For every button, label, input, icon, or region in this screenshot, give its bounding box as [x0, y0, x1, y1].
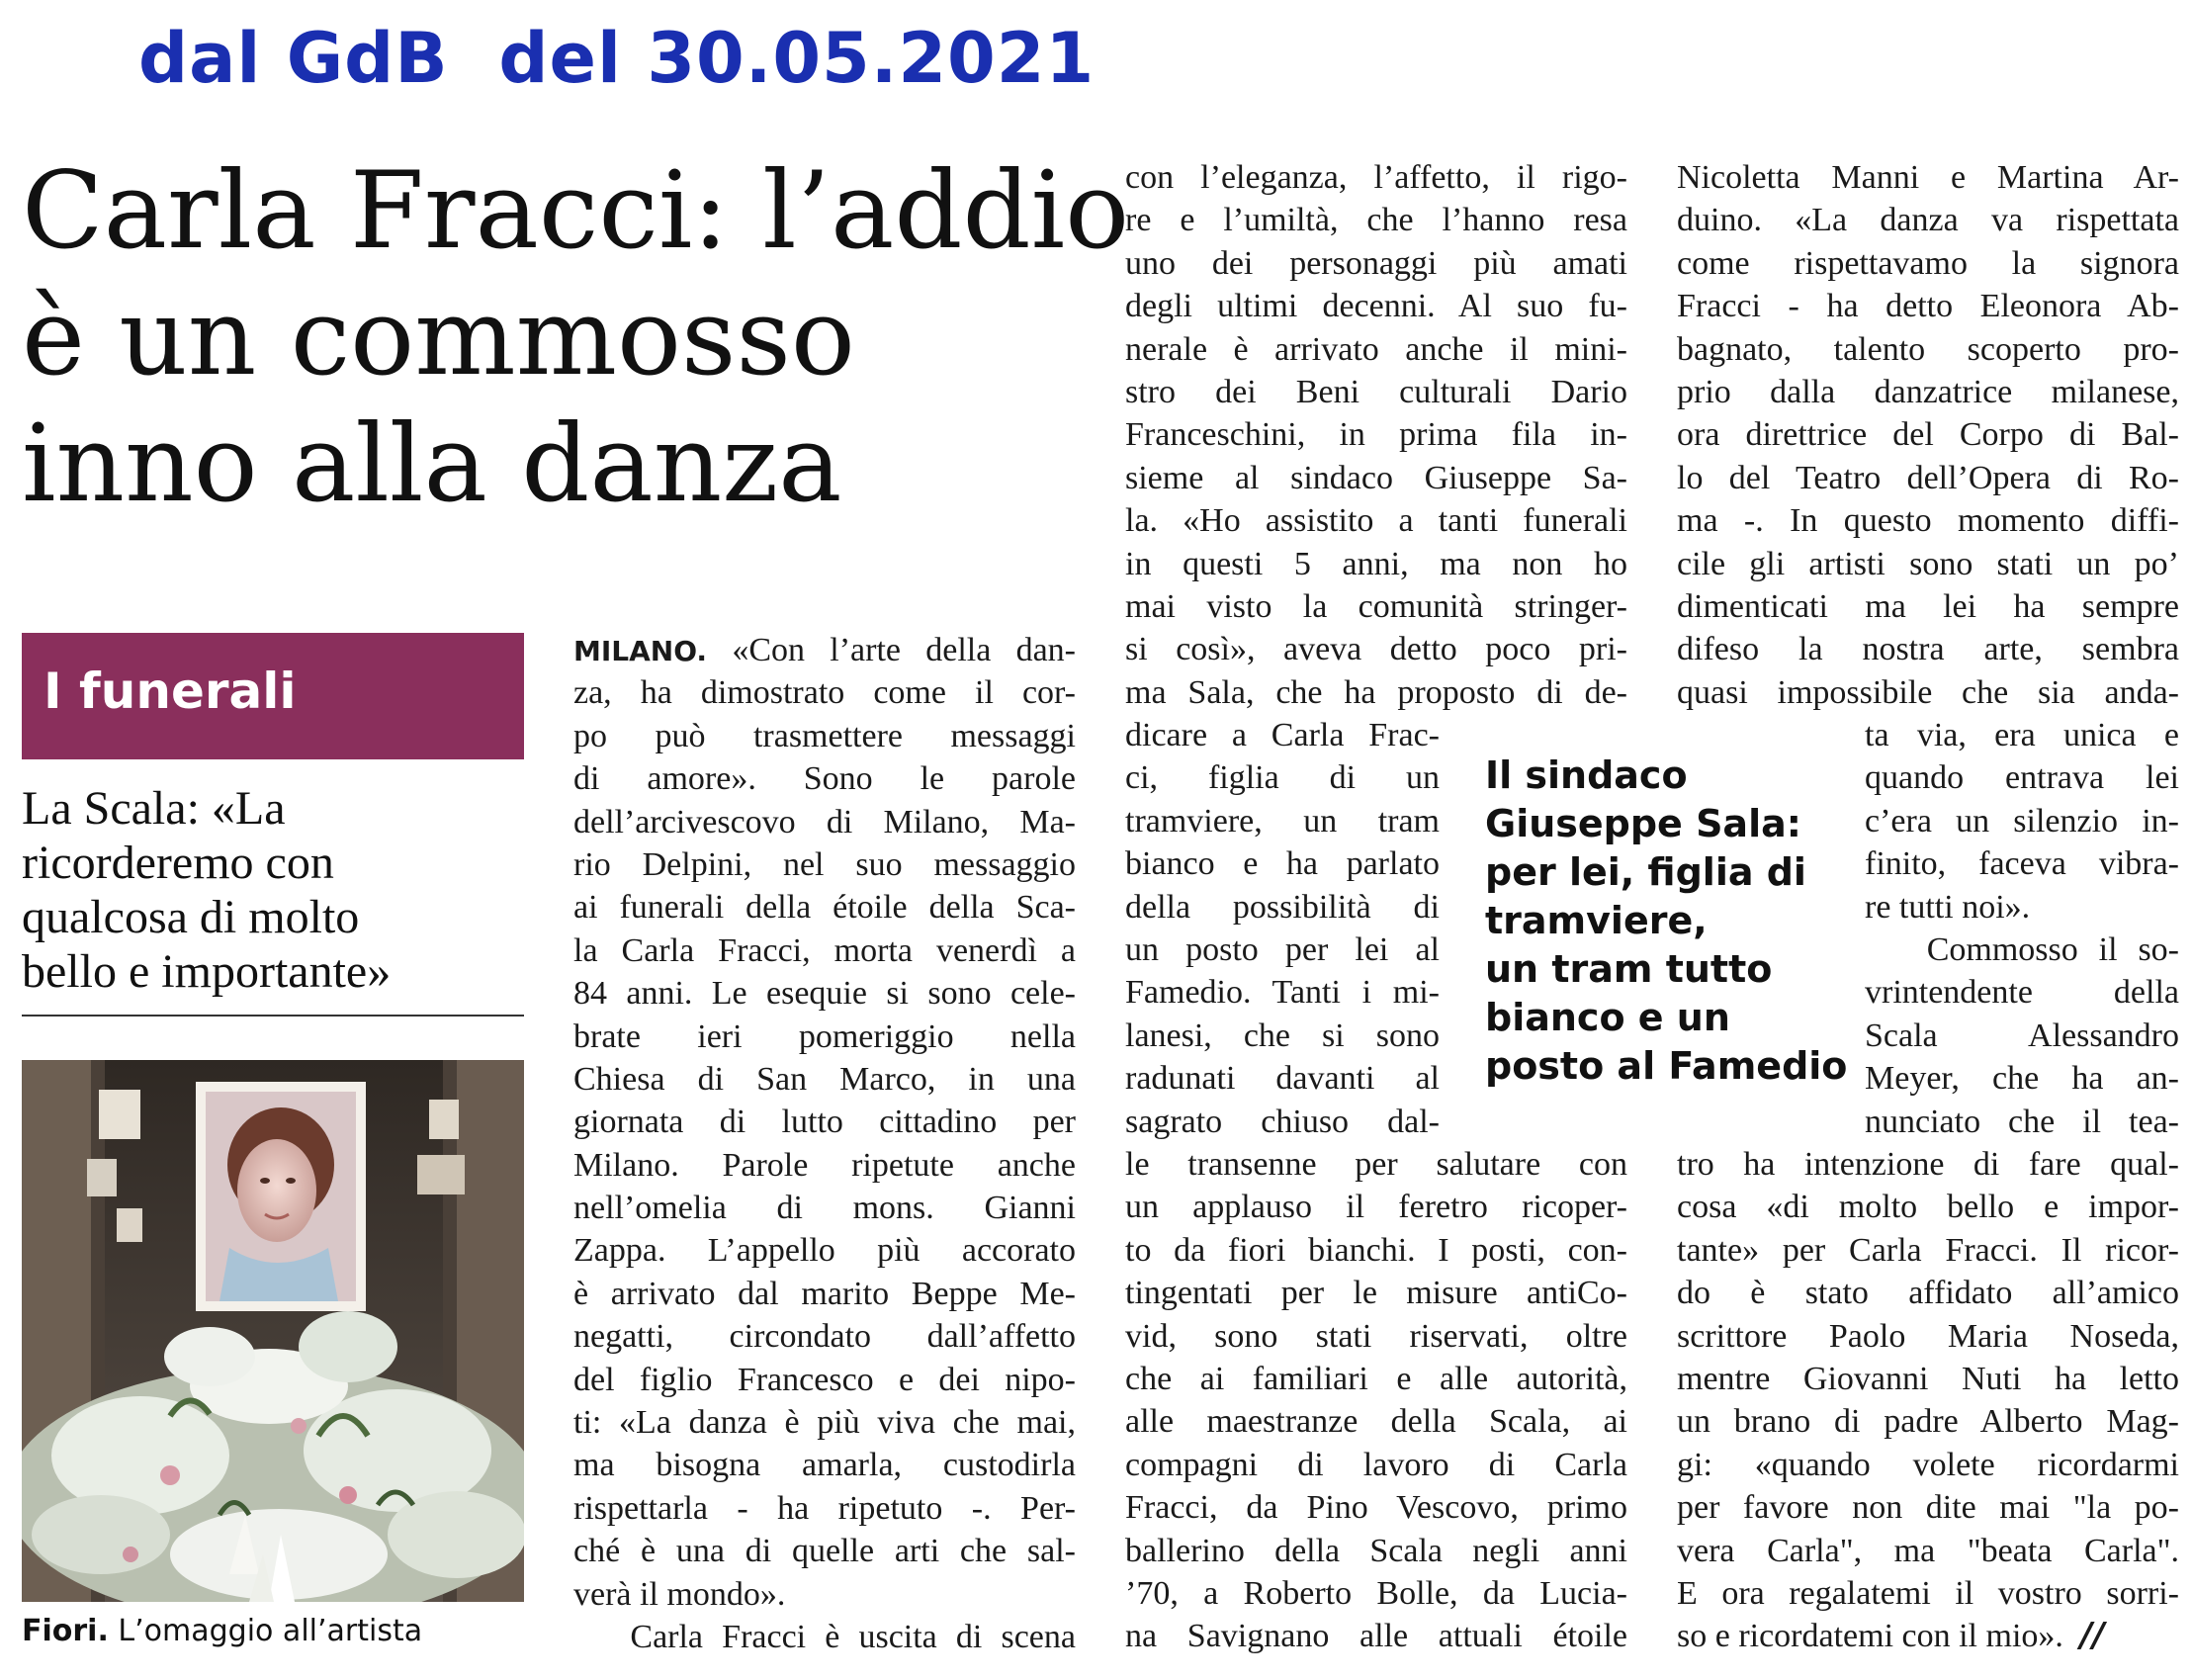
article-line: ’70, a Roberto Bolle, da Lucia-	[1125, 1574, 1627, 1612]
article-line: vera Carla", ma "beata Carla".	[1677, 1532, 2179, 1569]
article-line: sieme al sindaco Giuseppe Sa-	[1125, 459, 1627, 496]
article-line: tro ha intenzione di fare qual-	[1677, 1145, 2179, 1183]
article-line: Carla Fracci è uscita di scena	[573, 1618, 1076, 1655]
pull-quote-line: posto al Famedio	[1485, 1044, 1848, 1088]
article-line: del figlio Francesco e dei nipo-	[573, 1361, 1076, 1398]
article-line: lanesi, che si sono	[1125, 1017, 1440, 1054]
article-line: per favore non dite mai "la po-	[1677, 1489, 2179, 1527]
article-line: nerale è arrivato anche il mini-	[1125, 330, 1627, 368]
pull-quote-line: Giuseppe Sala:	[1485, 802, 1801, 845]
article-line: quando entrava lei	[1865, 759, 2179, 797]
article-line: tingentati per le misure antiCo-	[1125, 1275, 1627, 1312]
article-line: di amore». Sono le parole	[573, 760, 1076, 798]
article-line: verà il mondo».	[573, 1575, 786, 1613]
memorial-photo	[22, 1060, 524, 1602]
article-line: na Savignano alle attuali étoile	[1125, 1618, 1627, 1655]
article-line: Fracci, da Pino Vescovo, primo	[1125, 1489, 1627, 1527]
headline	[22, 148, 1130, 528]
article-line: la Carla Fracci, morta venerdì a	[573, 931, 1076, 969]
article-line: quasi impossibile che sia anda-	[1677, 673, 2179, 711]
pull-quote-line: bianco e un	[1485, 996, 1730, 1039]
article-line: la. «Ho assistito a tanti funerali	[1125, 502, 1627, 540]
article-line: gi: «quando volete ricordarmi	[1677, 1446, 2179, 1483]
article-line: Zappa. L’appello più accorato	[573, 1232, 1076, 1270]
dateline: MILANO.	[573, 635, 708, 667]
article-line: ta via, era unica e	[1865, 717, 2179, 754]
article-line: MILANO. «Con l’arte della dan-	[573, 632, 1076, 668]
article-line: ma Sala, che ha proposto di de-	[1125, 673, 1627, 711]
article-line: alle maestranze della Scala, ai	[1125, 1403, 1627, 1441]
article-line: giornata di lutto cittadino per	[573, 1104, 1076, 1141]
headline-line: è un commosso	[22, 276, 855, 399]
article-narrow-block	[1865, 714, 2179, 1143]
memorial-photo-flowers-icon	[22, 1060, 524, 1602]
article-line: dimenticati ma lei ha sempre	[1677, 587, 2179, 625]
article-line: bagnato, talento scoperto pro-	[1677, 330, 2179, 368]
article-line: si così», aveva detto poco pri-	[1125, 631, 1627, 668]
article-line: tante» per Carla Fracci. Il ricor-	[1677, 1231, 2179, 1269]
article-line: prio dalla danzatrice milanese,	[1677, 373, 2179, 410]
article-line: uno dei personaggi più amati	[1125, 244, 1627, 282]
subhead	[22, 781, 526, 999]
article-line: Chiesa di San Marco, in una	[573, 1060, 1076, 1098]
article-line: Commosso il so-	[1865, 931, 2179, 969]
article-column-3	[1677, 156, 2179, 1658]
article-line: Milano. Parole ripetute anche	[573, 1146, 1076, 1184]
article-line: difeso la nostra arte, sembra	[1677, 631, 2179, 668]
subhead-line: qualcosa di molto	[22, 891, 360, 943]
article-line: ci, figlia di un	[1125, 759, 1440, 797]
article-line: Franceschini, in prima fila in-	[1125, 416, 1627, 454]
article-line: rispettarla - ha ripetuto -. Per-	[573, 1489, 1076, 1527]
article-line: re tutti noi».	[1865, 888, 2031, 926]
pull-quote-line: tramviere,	[1485, 899, 1708, 942]
article-line: compagni di lavoro di Carla	[1125, 1446, 1627, 1483]
article-column-1	[573, 629, 1076, 1658]
article-line: po può trasmettere messaggi	[573, 717, 1076, 754]
article-line: finito, faceva vibra-	[1865, 845, 2179, 883]
article-line: cile gli artisti sono stati un po’	[1677, 545, 2179, 582]
article-line: ma bisogna amarla, custodirla	[573, 1447, 1076, 1484]
photo-caption	[22, 1614, 422, 1648]
subhead-line: La Scala: «La	[22, 782, 286, 835]
article-line: tramviere, un tram	[1125, 802, 1440, 840]
article-line: scrittore Paolo Maria Noseda,	[1677, 1317, 2179, 1355]
article-line: negatti, circondato dall’affetto	[573, 1318, 1076, 1356]
article-line: Scala Alessandro	[1865, 1017, 2179, 1054]
article-line: vrintendente della	[1865, 974, 2179, 1012]
source-date-line: dal GdB del 30.05.2021	[138, 18, 1096, 99]
article-line: E ora regalatemi il vostro sorri-	[1677, 1574, 2179, 1612]
article-line: ché è una di quelle arti che sal-	[573, 1533, 1076, 1570]
article-line: mentre Giovanni Nuti ha letto	[1677, 1360, 2179, 1397]
article-narrow-block	[1125, 714, 1440, 1143]
article-line: che ai familiari e alle autorità,	[1125, 1360, 1627, 1397]
article-line: za, ha dimostrato come il cor-	[573, 674, 1076, 712]
article-line: re e l’umiltà, che l’hanno resa	[1125, 202, 1627, 239]
article-line: le transenne per salutare con	[1125, 1145, 1627, 1183]
subhead-line: bello e importante»	[22, 945, 392, 998]
article-line: ti: «La danza è più viva che mai,	[573, 1404, 1076, 1442]
article-line: vid, sono stati riservati, oltre	[1125, 1317, 1627, 1355]
article-line: so e ricordatemi con il mio». //	[1677, 1616, 2105, 1656]
article-line: sagrato chiuso dal-	[1125, 1103, 1440, 1140]
article-line: in questi 5 anni, ma non ho	[1125, 545, 1627, 582]
article-line: lo del Teatro dell’Opera di Ro-	[1677, 459, 2179, 496]
article-line: c’era un silenzio in-	[1865, 802, 2179, 840]
article-line: radunati davanti al	[1125, 1060, 1440, 1098]
article-line: Famedio. Tanti i mi-	[1125, 974, 1440, 1012]
pull-quote-line: un tram tutto	[1485, 947, 1773, 991]
article-line: un applauso il feretro ricoper-	[1125, 1189, 1627, 1226]
article-line: come rispettavamo la signora	[1677, 244, 2179, 282]
end-mark: //	[2079, 1616, 2105, 1656]
article-line: con l’eleganza, l’affetto, il rigo-	[1125, 159, 1627, 196]
article-line: un brano di padre Alberto Mag-	[1677, 1403, 2179, 1441]
article-line: dell’arcivescovo di Milano, Ma-	[573, 803, 1076, 840]
article-line: 84 anni. Le esequie si sono cele-	[573, 975, 1076, 1013]
article-line: nell’omelia di mons. Gianni	[573, 1190, 1076, 1227]
article-line: è arrivato dal marito Beppe Me-	[573, 1275, 1076, 1312]
kicker-label: I funerali	[44, 663, 297, 720]
article-line: ora direttrice del Corpo di Bal-	[1677, 416, 2179, 454]
article-line: bianco e ha parlato	[1125, 845, 1440, 883]
subhead-line: ricorderemo con	[22, 837, 334, 889]
article-line: nunciato che il tea-	[1865, 1103, 2179, 1140]
pull-quote-line: Il sindaco	[1485, 753, 1688, 797]
article-line: ballerino della Scala negli anni	[1125, 1532, 1627, 1569]
caption-bold: Fiori.	[22, 1614, 109, 1648]
article-line: brate ieri pomeriggio nella	[573, 1017, 1076, 1055]
article-line: do è stato affidato all’amico	[1677, 1275, 2179, 1312]
article-line: della possibilità di	[1125, 888, 1440, 926]
article-line: mai visto la comunità stringer-	[1125, 587, 1627, 625]
article-line: Meyer, che ha an-	[1865, 1060, 2179, 1098]
article-line: degli ultimi decenni. Al suo fu-	[1125, 288, 1627, 325]
article-line: Nicoletta Manni e Martina Ar-	[1677, 159, 2179, 196]
article-line: ai funerali della étoile della Sca-	[573, 889, 1076, 927]
article-line: cosa «di molto bello e impor-	[1677, 1189, 2179, 1226]
headline-line: Carla Fracci: l’addio	[22, 149, 1130, 273]
article-line: un posto per lei al	[1125, 931, 1440, 969]
pull-quote-line: per lei, figlia di	[1485, 850, 1806, 894]
article-line: stro dei Beni culturali Dario	[1125, 373, 1627, 410]
article-line: dicare a Carla Frac-	[1125, 717, 1440, 754]
article-line: rio Delpini, nel suo messaggio	[573, 845, 1076, 883]
article-line: duino. «La danza va rispettata	[1677, 202, 2179, 239]
subhead-divider	[22, 1015, 524, 1017]
article-line: to da fiori bianchi. I posti, con-	[1125, 1231, 1627, 1269]
caption-text: L’omaggio all’artista	[108, 1614, 423, 1648]
article-line: Fracci - ha detto Eleonora Ab-	[1677, 288, 2179, 325]
article-line: ma -. In questo momento diffi-	[1677, 502, 2179, 540]
headline-line: inno alla danza	[22, 402, 842, 526]
